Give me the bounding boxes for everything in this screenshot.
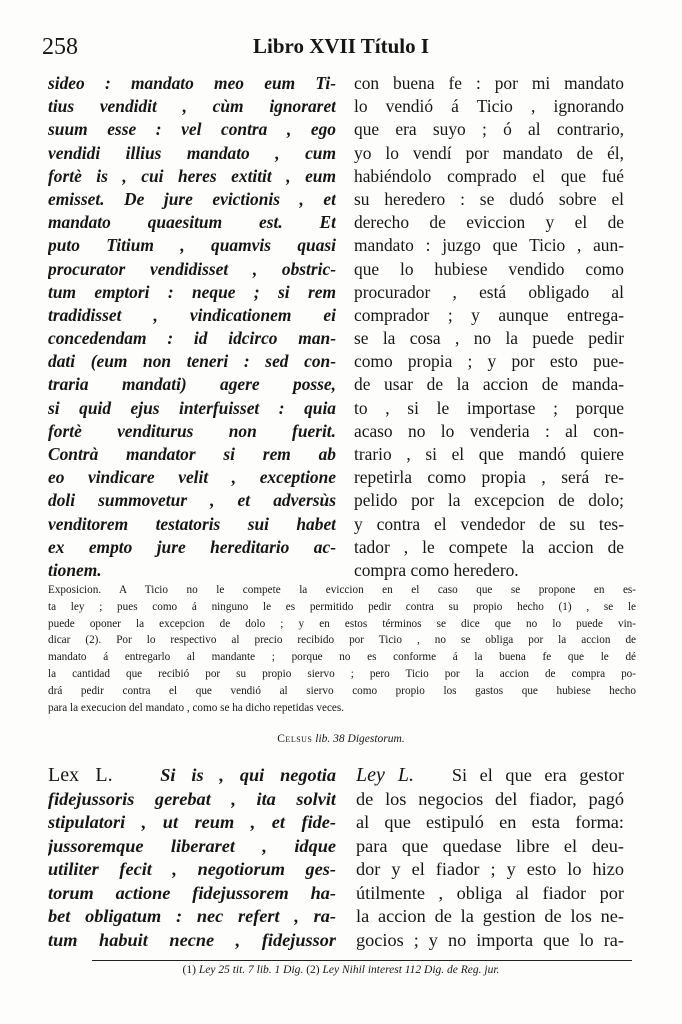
latin-line: emisset. De jure evictionis , et bbox=[48, 188, 336, 209]
exposition-line: ta ley ; pues como á ninguno le es permitido pedir contra su propio hecho (1) , se le bbox=[48, 600, 636, 613]
latin-line: tum emptori : neque ; si rem bbox=[48, 281, 336, 302]
spanish-line: de los negocios del fiador, pagó bbox=[356, 788, 624, 809]
exposition-line: la cantidad que recibió por su propio siervo ; pero Ticio por la accion de compra po- bbox=[48, 667, 636, 680]
latin-line: sideo : mandato meo eum Ti- bbox=[48, 73, 336, 93]
footnote-rule bbox=[92, 960, 632, 961]
spanish-line: la accion de la gestion de los ne- bbox=[356, 906, 624, 926]
spanish-first-line-text: Si el que era gestor bbox=[451, 765, 624, 785]
latin-line: stipulatori , ut reum , et fide- bbox=[48, 812, 336, 832]
spanish-line: yo lo vendí por mandato de él, bbox=[354, 142, 624, 163]
latin-law-column bbox=[48, 764, 336, 952]
exposition-block bbox=[48, 582, 636, 716]
source-author: Celsus bbox=[277, 733, 313, 745]
spanish-line: como propia ; y por esto pue- bbox=[354, 351, 624, 372]
exposition-line: drá pedir contra el que vendió al siervo como propio los gastos que hubiese hecho bbox=[48, 684, 636, 697]
latin-line: tius vendidit , cùm ignoraret bbox=[48, 96, 336, 117]
spanish-line: derecho de eviccion y el de bbox=[354, 212, 624, 233]
latin-line: procurator vendidisset , obstric- bbox=[48, 258, 336, 279]
spanish-line: con buena fe : por mi mandato bbox=[354, 73, 624, 93]
latin-line: vendidi illius mandato , cum bbox=[48, 142, 336, 163]
lex-heading: Lex L. bbox=[48, 764, 113, 786]
latin-line: concedendam : id idcirco man- bbox=[48, 328, 336, 349]
spanish-line: al que estipuló en esta forma: bbox=[356, 812, 624, 832]
exposition-line: para la execucion del mandato , como se ha dicho repetidas veces. bbox=[48, 701, 345, 714]
spanish-line: trario , si el que mandó quiere bbox=[354, 444, 624, 464]
spanish-line: mandato : juzgo que Ticio , aun- bbox=[354, 235, 624, 256]
latin-line: fidejussoris gerebat , ita solvit bbox=[48, 788, 336, 809]
footnote-marker-1: (1) bbox=[182, 964, 196, 976]
spanish-line: habiéndolo comprado el que fué bbox=[354, 165, 624, 186]
spanish-line: compra como heredero. bbox=[354, 559, 519, 580]
latin-line: suum esse : vel contra , ego bbox=[48, 119, 336, 140]
latin-line: torum actione fidejussorem ha- bbox=[48, 882, 336, 903]
spanish-law-first-line bbox=[356, 764, 624, 788]
spanish-line: útilmente , obliga al fiador por bbox=[356, 882, 624, 903]
latin-line: venditorem testatoris sui habet bbox=[48, 513, 336, 534]
spanish-line: su heredero : se dudó sobre el bbox=[354, 188, 624, 209]
footnote-ref-1: Ley 25 tit. 7 lib. 1 Dig. bbox=[198, 964, 304, 976]
exposition-line: Exposicion. A Ticio no le compete la eviccion en el caso que se propone en es- bbox=[48, 584, 636, 596]
footnotes bbox=[0, 964, 682, 976]
exposition-line: mandato á entregarlo al mandante ; porque no es conforme á la buena fe que le dé bbox=[48, 651, 636, 664]
latin-line: ex empto jure hereditario ac- bbox=[48, 536, 336, 557]
spanish-line: tador , le compete la accion de bbox=[354, 536, 624, 557]
source-work: Digestorum. bbox=[347, 733, 405, 745]
spanish-line: dor y el fiador ; y esto lo hizo bbox=[356, 859, 624, 879]
spanish-line: que lo hubiese vendido como bbox=[354, 258, 624, 279]
latin-line: traria mandati) agere posse, bbox=[48, 374, 336, 395]
spanish-line: to , si le importase ; porque bbox=[354, 397, 624, 418]
spanish-line: acaso no lo venderia : al con- bbox=[354, 420, 624, 441]
spanish-text-column bbox=[354, 72, 624, 582]
spanish-line: que era suyo ; ó al contrario, bbox=[354, 119, 624, 140]
latin-line: tionem. bbox=[48, 559, 102, 580]
spanish-line: pelido por la excepcion de dolo; bbox=[354, 490, 624, 511]
footnote-marker-2: (2) bbox=[306, 964, 320, 976]
exposition-line: puede oponer la excepcion de dolo ; y en estos términos se dice que no lo puede vin- bbox=[48, 617, 636, 630]
spanish-line: y contra el vendedor de su tes- bbox=[354, 513, 624, 534]
latin-text-column bbox=[48, 72, 336, 582]
latin-first-line-text: Si is , qui negotia bbox=[160, 765, 336, 785]
spanish-line: procurador , está obligado al bbox=[354, 281, 624, 302]
page-number: 258 bbox=[42, 34, 78, 60]
latin-line: mandato quaesitum est. Et bbox=[48, 212, 336, 233]
latin-line: fortè is , cui heres extitit , eum bbox=[48, 165, 336, 186]
latin-line: fortè venditurus non fuerit. bbox=[48, 420, 336, 441]
spanish-line: se la cosa , no la puede pedir bbox=[354, 328, 624, 349]
spanish-line: para que quedase libre el deu- bbox=[356, 835, 624, 856]
source-book: lib. 38 bbox=[315, 733, 345, 745]
latin-line: Contrà mandator si rem ab bbox=[48, 444, 336, 464]
latin-line: utiliter fecit , negotiorum ges- bbox=[48, 859, 336, 879]
spanish-law-column bbox=[356, 764, 624, 952]
latin-line: jussoremque liberaret , idque bbox=[48, 835, 336, 856]
spanish-line: repetirla como propia , será re- bbox=[354, 467, 624, 488]
source-citation bbox=[0, 733, 682, 745]
latin-line: si quid ejus interfuisset : quia bbox=[48, 397, 336, 418]
latin-line: dati (eum non teneri : sed con- bbox=[48, 351, 336, 372]
running-title: Libro XVII Título I bbox=[252, 34, 430, 58]
latin-line: tum habuit necne , fidejussor bbox=[48, 929, 336, 950]
spanish-line: lo vendió á Ticio , ignorando bbox=[354, 96, 624, 117]
latin-line: bet obligatum : nec refert , ra- bbox=[48, 906, 336, 926]
spanish-line: gocios ; y no importa que lo ra- bbox=[356, 929, 624, 950]
spanish-line: comprador ; y aunque entrega- bbox=[354, 304, 624, 325]
exposition-line: dicar (2). Por lo respectivo al precio recibido por Ticio , no se obliga por la accion de bbox=[48, 634, 636, 647]
latin-line: puto Titium , quamvis quasi bbox=[48, 235, 336, 256]
spanish-line: de usar de la accion de manda- bbox=[354, 374, 624, 395]
ley-heading: Ley L. bbox=[356, 764, 415, 786]
latin-line: doli summovetur , et adversùs bbox=[48, 490, 336, 511]
latin-line: tradidisset , vindicationem ei bbox=[48, 304, 336, 325]
latin-law-first-line bbox=[48, 764, 336, 788]
footnote-ref-2: Ley Nihil interest 112 Dig. de Reg. jur. bbox=[322, 964, 500, 976]
latin-line: eo vindicare velit , exceptione bbox=[48, 467, 336, 488]
